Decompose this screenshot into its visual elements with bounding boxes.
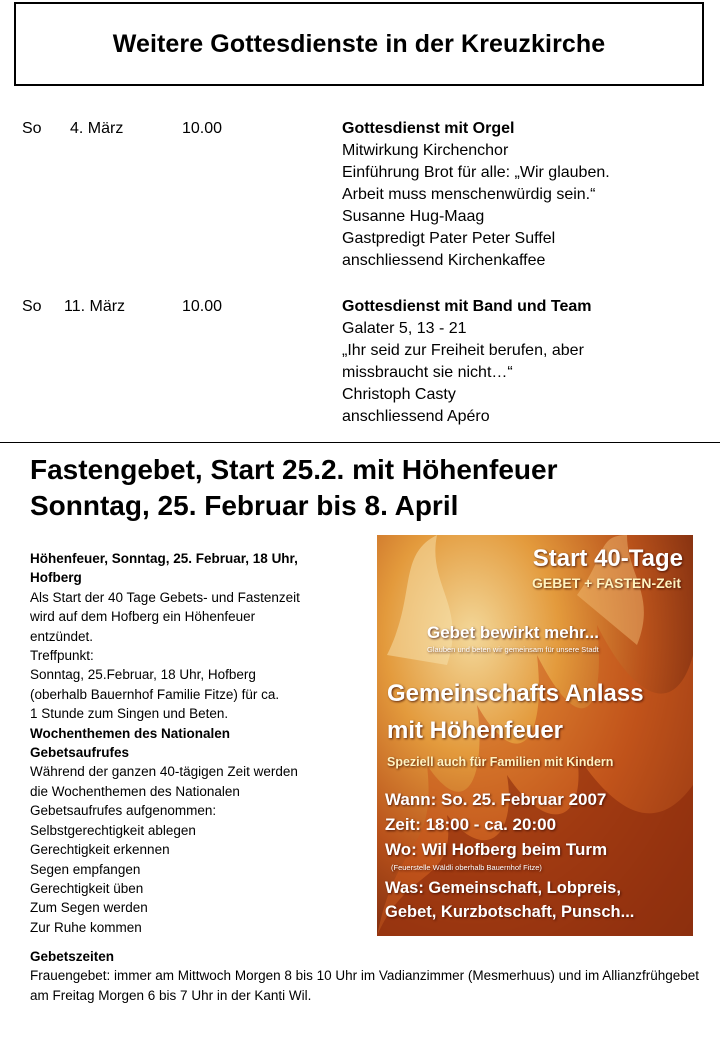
poster-line: Was: Gemeinschaft, Lobpreis, bbox=[385, 879, 621, 897]
fastengebet-line: Sonntag, 25.Februar, 18 Uhr, Hofberg bbox=[30, 667, 256, 683]
service-details bbox=[342, 296, 712, 428]
gebetszeiten-section bbox=[30, 947, 714, 1005]
service-line: Einführung Brot für alle: „Wir glauben. bbox=[342, 164, 610, 181]
fastengebet-line: Segen empfangen bbox=[30, 861, 141, 877]
fastengebet-line: Hofberg bbox=[30, 570, 82, 586]
poster-line: Start 40-Tage bbox=[532, 545, 683, 572]
hoehenfeuer-poster bbox=[377, 535, 693, 936]
service-line: Arbeit muss menschenwürdig sein.“ bbox=[342, 186, 596, 203]
fastengebet-line: (oberhalb Bauernhof Familie Fitze) für ca. bbox=[30, 686, 280, 702]
fastengebet-heading-line2: Sonntag, 25. Februar bis 8. April bbox=[30, 490, 459, 521]
service-line: Galater 5, 13 - 21 bbox=[342, 320, 467, 337]
fastengebet-line: Treffpunkt: bbox=[30, 648, 94, 664]
fastengebet-line: Zum Segen werden bbox=[30, 900, 148, 916]
poster-line: mit Höhenfeuer bbox=[387, 717, 564, 744]
service-time: 10.00 bbox=[182, 120, 223, 137]
poster-line: Wann: So. 25. Februar 2007 bbox=[385, 790, 607, 809]
service-line: „Ihr seid zur Freiheit berufen, aber bbox=[342, 342, 584, 359]
fastengebet-line: Als Start der 40 Tage Gebets- und Fastenzeit bbox=[30, 589, 300, 605]
fastengebet-line: Höhenfeuer, Sonntag, 25. Februar, 18 Uhr, bbox=[30, 551, 298, 566]
service-line: anschliessend Apéro bbox=[342, 408, 490, 425]
fastengebet-line: wird auf dem Hofberg ein Höhenfeuer bbox=[30, 609, 256, 625]
fastengebet-line: entzündet. bbox=[30, 628, 94, 644]
poster-line: Gemeinschafts Anlass bbox=[387, 680, 644, 707]
service-line: Mitwirkung Kirchenchor bbox=[342, 142, 509, 159]
service-title: Gottesdienst mit Orgel bbox=[342, 120, 515, 137]
poster-line: GEBET + FASTEN-Zeit bbox=[532, 575, 681, 591]
fastengebet-line: Wochenthemen des Nationalen bbox=[30, 725, 231, 741]
service-time: 10.00 bbox=[182, 298, 223, 315]
service-day: So bbox=[22, 298, 42, 315]
title-box bbox=[14, 2, 704, 86]
fastengebet-line: Gerechtigkeit üben bbox=[30, 880, 144, 896]
service-date: 11. März bbox=[64, 298, 126, 315]
poster-line: Gebet bewirkt mehr... bbox=[427, 623, 599, 642]
service-date: 4. März bbox=[70, 120, 124, 137]
fastengebet-line: Während der ganzen 40-tägigen Zeit werden bbox=[30, 764, 298, 780]
poster-line: Glauben und beten wir gemeinsam für unsere Stadt bbox=[427, 645, 599, 654]
fastengebet-line: Zur Ruhe kommen bbox=[30, 919, 142, 935]
fastengebet-line: Gerechtigkeit erkennen bbox=[30, 842, 170, 858]
fastengebet-line: 1 Stunde zum Singen und Beten. bbox=[30, 706, 229, 722]
fastengebet-line: Gebetsaufrufes aufgenommen: bbox=[30, 803, 217, 819]
fastengebet-heading bbox=[30, 452, 557, 524]
fastengebet-line: Gebetsaufrufes bbox=[30, 745, 130, 761]
fastengebet-line: Selbstgerechtigkeit ablegen bbox=[30, 822, 196, 838]
page-title: Weitere Gottesdienste in der Kreuzkirche bbox=[112, 29, 606, 58]
service-line: Gastpredigt Pater Peter Suffel bbox=[342, 230, 556, 247]
service-day: So bbox=[22, 120, 42, 137]
poster-line: Gebet, Kurzbotschaft, Punsch... bbox=[385, 903, 635, 921]
fastengebet-heading-line1: Fastengebet, Start 25.2. mit Höhenfeuer bbox=[30, 454, 558, 485]
service-line: Susanne Hug-Maag bbox=[342, 208, 485, 225]
fastengebet-text bbox=[30, 549, 360, 937]
section-divider bbox=[0, 442, 720, 443]
service-details bbox=[342, 118, 712, 272]
service-title: Gottesdienst mit Band und Team bbox=[342, 298, 592, 315]
service-line: anschliessend Kirchenkaffee bbox=[342, 252, 546, 269]
poster-line: Wo: Wil Hofberg beim Turm bbox=[385, 840, 608, 859]
poster-line: Zeit: 18:00 - ca. 20:00 bbox=[385, 815, 557, 834]
fastengebet-line: die Wochenthemen des Nationalen bbox=[30, 783, 240, 799]
gebetszeiten-text: Frauengebet: immer am Mittwoch Morgen 8 bis 10 Uhr im Vadianzimmer (Mesmerhuus) und im Allianzfrühgebet am Freitag Morgen 6 bis 7 Uhr in der Kanti Wil. bbox=[30, 968, 700, 1003]
poster-line: (Feuerstelle Wäldli oberhalb Bauernhof Fitze) bbox=[391, 863, 542, 872]
gebetszeiten-heading: Gebetszeiten bbox=[30, 949, 115, 964]
service-line: missbraucht sie nicht…“ bbox=[342, 364, 513, 381]
service-line: Christoph Casty bbox=[342, 386, 456, 403]
poster-line: Speziell auch für Familien mit Kindern bbox=[387, 755, 614, 769]
